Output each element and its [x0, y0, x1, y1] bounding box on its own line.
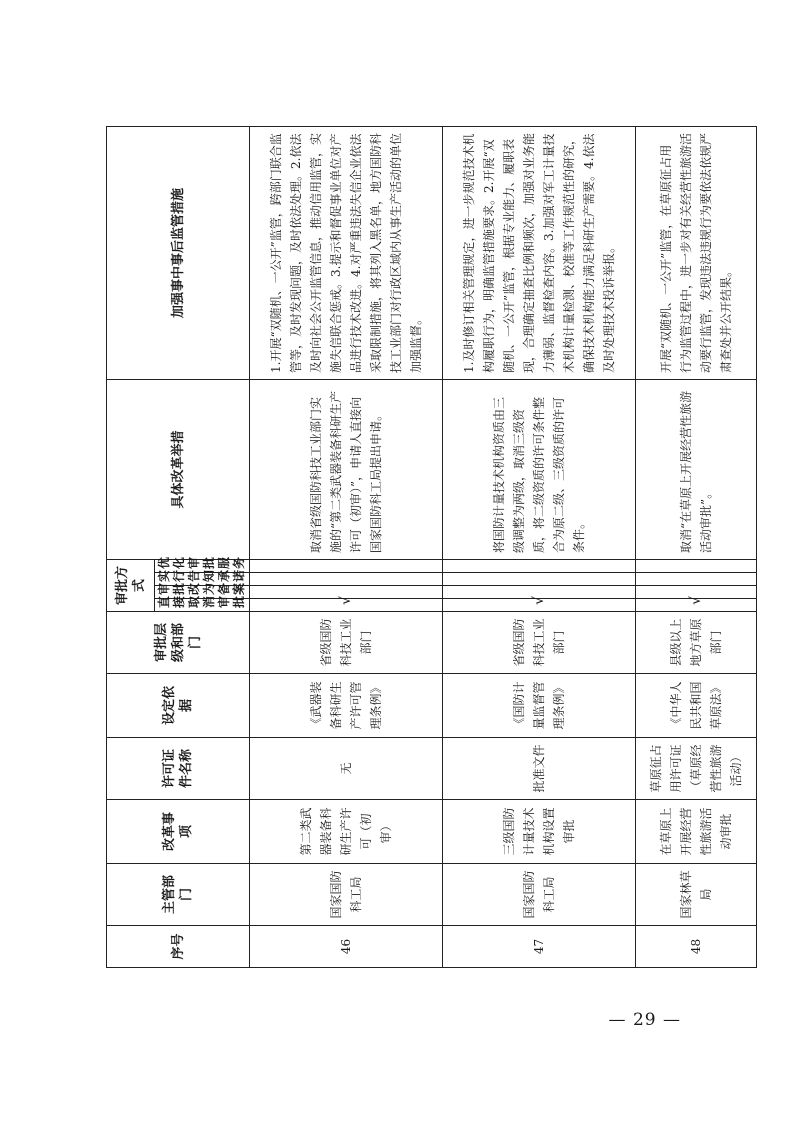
cell-basis: 《国防计量监督管理条例》: [443, 674, 636, 738]
cell-level: 省级国防科技工业部门: [443, 612, 636, 674]
header-approval-mode: 审批方式: [107, 559, 155, 611]
header-license: 许可证件名称: [107, 738, 250, 800]
cell-seq: 48: [636, 926, 757, 968]
cell-seq: 46: [250, 926, 443, 968]
cell-supervision: 开展“双随机、一公开”监管，在草原征占用行为监管过程中，进一步对有关经营性旅游活动要行监管，发现违法违规行为要依法依规严肃查处并公开结果。: [636, 126, 757, 379]
cell-basis: 《中华人民共和国草原法》: [636, 674, 757, 738]
cell-basis: 《武器装备科研生产许可管理条例》: [250, 674, 443, 738]
cell-seq: 47: [443, 926, 636, 968]
cell-department: 国家林草局: [636, 864, 757, 926]
cell-item: 在草原上开展经营性旅游活动审批: [636, 800, 757, 864]
cell-item: 三级国防计量技术机构设置审批: [443, 800, 636, 864]
cell-notification: [443, 573, 636, 586]
cell-notification: [636, 573, 757, 586]
cell-item: 第二类武器装备科研生产许可（初审）: [250, 800, 443, 864]
cell-department: 国家国防科工局: [250, 864, 443, 926]
cell-optimize: [443, 559, 636, 572]
cell-measures: 取消省级国防科技工业部门实施的“第二类武器装备科研生产许可（初审）”，申请人直接向国家国防科工局提出申请。: [250, 379, 443, 559]
header-supervision: 加强事中事后监管措施: [107, 126, 250, 379]
header-level: 审批层级和部门: [107, 612, 250, 674]
cell-level: 县级以上地方草原部门: [636, 612, 757, 674]
table-row: [636, 126, 757, 967]
header-mode-optimize: 优化审批服务: [155, 559, 250, 572]
cell-license: 草原征占用许可证（草原经营性旅游活动）: [636, 738, 757, 800]
page-number: — 29 —: [608, 1010, 681, 1030]
cell-optimize: [636, 559, 757, 572]
table-row: [443, 126, 636, 967]
header-measures: 具体改革举措: [107, 379, 250, 559]
cell-optimize: [250, 559, 443, 572]
header-mode-notification: 实行告知承诺: [155, 573, 250, 586]
cell-license: 批准文件: [443, 738, 636, 800]
cell-direct-cancel: √: [250, 599, 443, 612]
cell-measures: 将国防计量技术机构资质由三级调整为两级，取消三级资质，将二级资质的许可条件整合为原二级、三级资质的许可条件。: [443, 379, 636, 559]
header-seq: 序号: [107, 926, 250, 968]
cell-department: 国家国防科工局: [443, 864, 636, 926]
header-mode-direct-cancel: 直接取消审批: [155, 599, 250, 612]
header-mode-filing: 审批改为备案: [155, 586, 250, 599]
cell-level: 省级国防科技工业部门: [250, 612, 443, 674]
header-department: 主管部门: [107, 864, 250, 926]
header-row-1: [107, 126, 155, 967]
cell-measures: 取消“在草原上开展经营性旅游活动审批”。: [636, 379, 757, 559]
cell-direct-cancel: √: [443, 599, 636, 612]
rotated-table-wrapper: [106, 127, 743, 968]
cell-license: 无: [250, 738, 443, 800]
cell-supervision: 1.开展“双随机、一公开”监管，跨部门联合监管等，及时发现问题，及时依法处理。2.依法及时向社会公开监管信息，推动信用监管，实施失信联合惩戒。3.提示和督促事业单位对产品进行技术改进。4.对严重违法失信企业依法采取限制措施，将其列入黑名单，地方国防科技工业部门对行政区域内从事生产活动的单位加强监督。: [250, 126, 443, 379]
cell-supervision: 1.及时修订相关管理规定，进一步规范技术机构履职行为，明确监管措施要求。2.开展“双随机、一公开”监管，根据专业能力、履职表现，合理确定抽查比例和频次，加强对业务能力薄弱、监督检查内容。3.加强对军工计量技术机构计量检测、校准等工作规范性的研究，确保技术机构能力满足科研生产需要。4.依法及时处理技术投诉举报。: [443, 126, 636, 379]
cell-direct-cancel: √: [636, 599, 757, 612]
table-row: [250, 126, 443, 967]
cell-notification: [250, 573, 443, 586]
header-basis: 设定依据: [107, 674, 250, 738]
reform-table: [106, 126, 757, 968]
header-item: 改革事项: [107, 800, 250, 864]
